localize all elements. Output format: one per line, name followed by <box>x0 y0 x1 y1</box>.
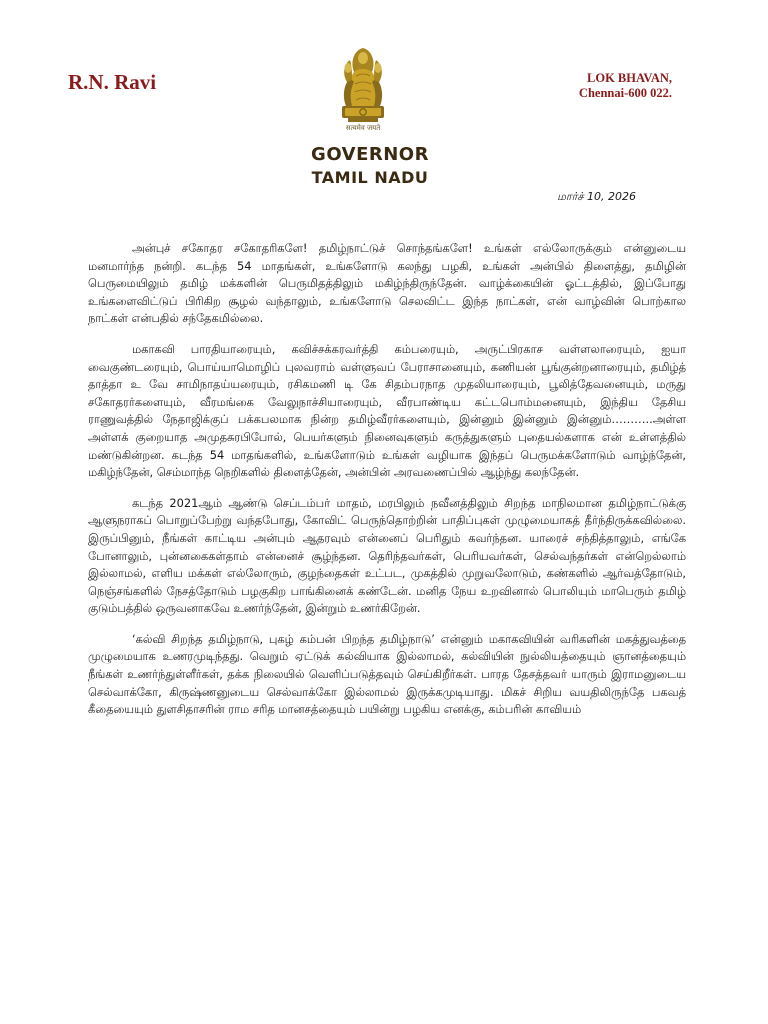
state-emblem-icon <box>328 36 398 136</box>
emblem-motto: सत्यमेव जयते <box>345 124 381 132</box>
paragraph-3: கடந்த 2021ஆம் ஆண்டு செப்டம்பர் மாதம், மரபிலும் நவீனத்திலும் சிறந்த மாநிலமான தமிழ்நாட்டுக்கு ஆளுநராகப் பொறுப்பேற்று வந்தபோது, கோவிட் பெருந்தொற்றின் பாதிப்புகள் முழுமையாகத் தீர்ந்திருக்கவில்லை. இருப்பினும், நீங்கள் காட்டிய அன்பும் ஆதரவும் என்னைப் பெரிதும் கவர்ந்தன. யாரைச் சந்தித்தாலும், எங்கே போனாலும், புன்னகைகள்தாம் என்னைச் சூழ்ந்தன. தெரிந்தவர்கள், பெரியவர்கள், செல்வந்தர்கள் என்றெல்லாம் இல்லாமல், எளிய மக்கள் எல்லோரும், குழந்தைகள் உட்பட, முகத்தில் முறுவலோடும், கண்களில் ஆர்வத்தோடும், நெஞ்சங்களில் நேசத்தோடும் பழகுகிற பாங்கினைக் கண்டேன். மனித நேய உறவினால் பொலியும் மாபெரும் தமிழ் குடும்பத்தில் ஒருவனாகவே உணர்ந்தேன், இன்றும் உணர்கிறேன். <box>88 495 686 616</box>
letter-body <box>88 240 686 732</box>
sender-name: R.N. Ravi <box>68 70 157 94</box>
address-line-2: Chennai-600 022. <box>578 86 672 100</box>
office-title-line-1: GOVERNOR <box>311 144 429 165</box>
letter-date: மார்ச் 10, 2026 <box>557 190 636 203</box>
office-title <box>300 146 440 186</box>
paragraph-1: அன்புச் சகோதர சகோதரிகளே! தமிழ்நாட்டுச் சொந்தங்களே! உங்கள் எல்லோருக்கும் என்னுடைய மனமார்ந்த நன்றி. கடந்த 54 மாதங்கள், உங்களோடு கலந்து பழகி, உங்கள் அன்பில் திளைத்து, தமிழின் பெருமையிலும் தமிழ் மக்களின் பெருமிதத்திலும் மகிழ்ந்திருந்தேன். வாழ்க்கையின் ஓட்டத்தில், இப்போது உங்களைவிட்டுப் பிரிகிற சூழல் வந்தாலும், உங்களோடு செலவிட்ட இந்த நாட்கள், என் வாழ்வின் பொற்கால நாட்கள் என்பதில் சந்தேகமில்லை. <box>88 241 686 326</box>
sender-address <box>579 71 672 101</box>
address-line-1: LOK BHAVAN, <box>587 71 672 85</box>
office-title-line-2: TAMIL NADU <box>311 168 429 187</box>
paragraph-4: ‘கல்வி சிறந்த தமிழ்நாடு, புகழ் கம்பன் பிறந்த தமிழ்நாடு’ என்னும் மகாகவியின் வரிகளின் மகத்துவத்தை முழுமையாக உணரமுடிந்தது. வெறும் ஏட்டுக் கல்வியாக இல்லாமல், கல்வியின் நுல்லியத்தையும் ஞானத்தையும் நீங்கள் உணர்ந்துள்ளீர்கள், தக்க நிலையில் வெளிப்படுத்தவும் செய்கிறீர்கள். பாரத தேசத்தவர் யாரும் இராமனுடைய செல்வாக்கோ, கிருஷ்ணனுடைய செல்வாக்கோ இல்லாமல் இருக்கமுடியாது. மிகச் சிறிய வயதிலிருந்தே பகவத் கீதையையும் துளசிதாசரின் ராம சரித மானசத்தையும் பயின்று பழகிய எனக்கு, கம்பரின் காவியம் <box>88 631 686 717</box>
paragraph-2: மகாகவி பாரதியாரையும், கவிச்சக்கரவர்த்தி கம்பரையும், அருட்பிரகாச வள்ளலாரையும், ஐயா வைகுண்டரையும், பொய்யாமொழிப் புலவராம் வள்ளுவப் பேராசானையும், கணியன் பூங்குன்றனாரையும், தமிழ்த் தாத்தா உ வே சாமிநாதய்யரையும், ரசிகமணி டி கே சிதம்பரநாத முதலியாரையும், பூலித்தேவனையும், மருது சகோதரர்களையும், வீரமங்கை வேலுநாச்சியாரையும், வீரபாண்டிய கட்டபொம்மனையும், இந்திய தேசிய ராணுவத்தில் நேதாஜிக்குப் பக்கபலமாக நின்ற தமிழ்வீரர்களையும், இன்னும் இன்னும் இன்னும்………..அள்ள அள்ளக் குறையாத அமுதசுரபிபோல், பெயர்களும் நினைவுகளும் கருத்துகளும் புதையல்களாக என் உள்ளத்தில் மண்டுகின்றன. கடந்த 54 மாதங்களில், உங்களோடும் உங்கள் வழியாக இந்தப் பெருமக்களோடும் வாழ்ந்தேன், மகிழ்ந்தேன், செம்மாந்த நெறிகளில் திளைத்தேன், அன்பின் அரவணைப்பில் ஆழ்ந்து கலந்தேன். <box>88 341 686 480</box>
